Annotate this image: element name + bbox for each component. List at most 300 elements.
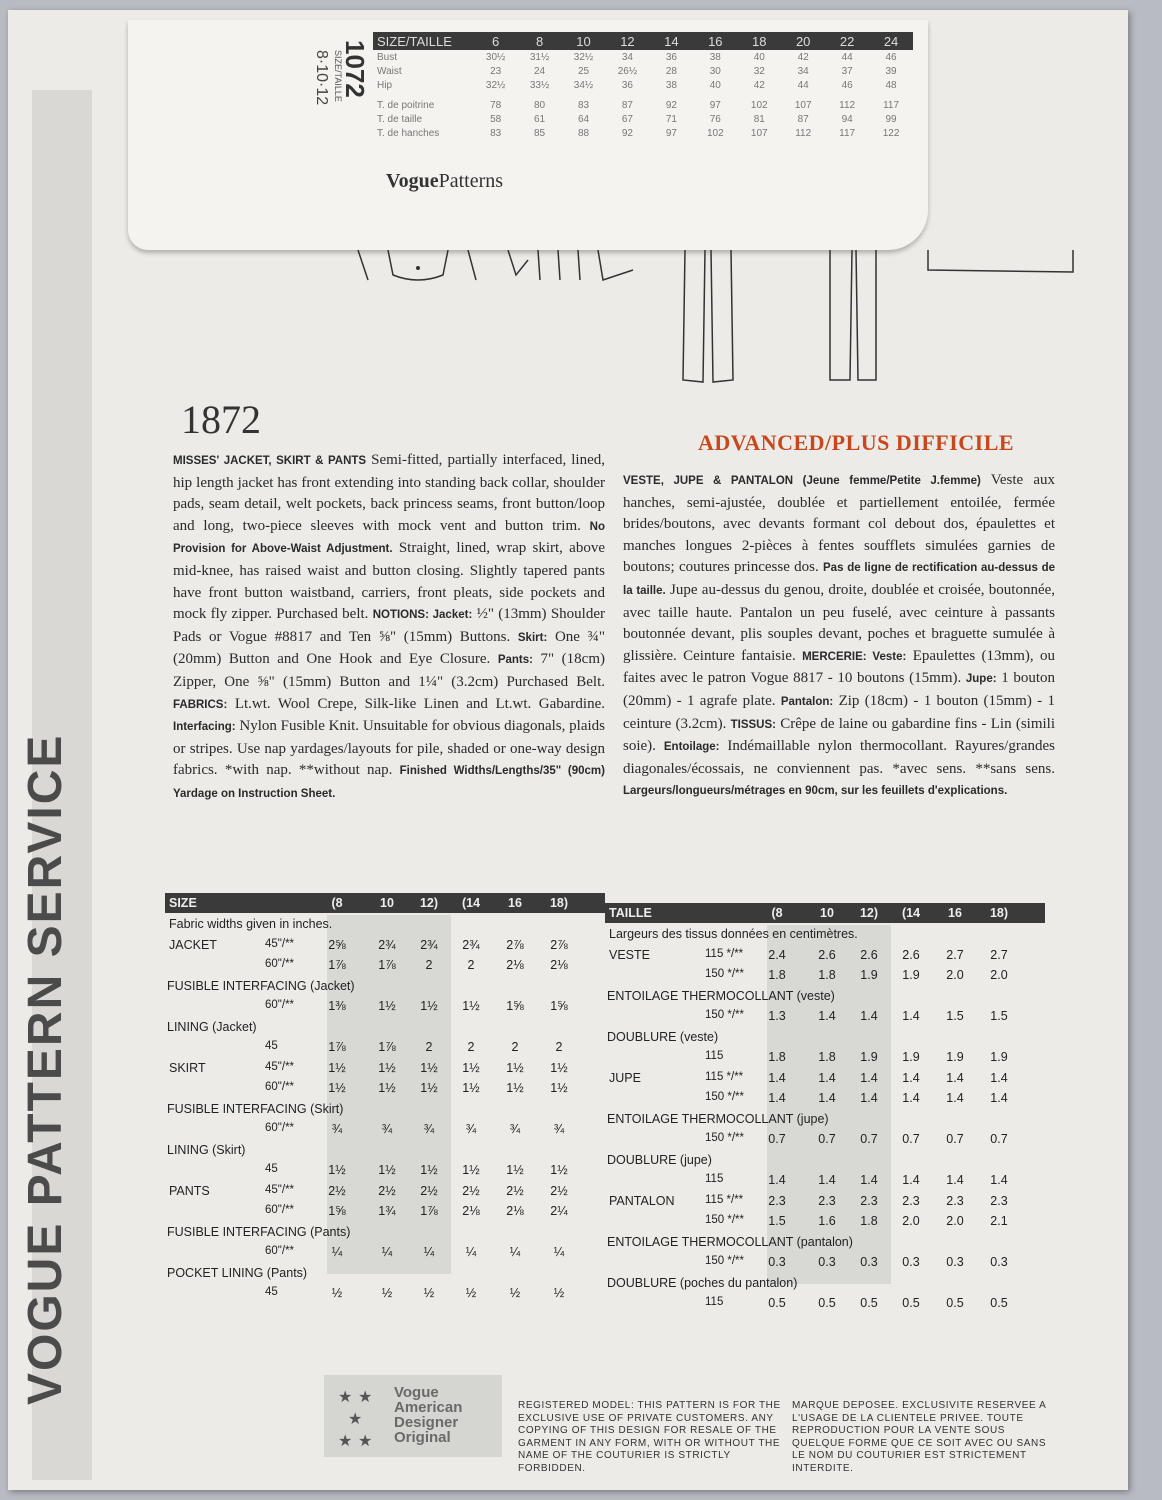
table-cell: ¼	[331, 1245, 343, 1259]
table-cell: 2.0	[946, 968, 964, 982]
flap-size-cell: 58	[490, 113, 502, 125]
table-cell: 1¾	[378, 1204, 396, 1218]
flap-size-cell: 76	[709, 113, 721, 125]
table-cell: 2½	[462, 1183, 480, 1198]
flap-size-cell: 117	[839, 127, 856, 139]
table-cell: 0.5	[990, 1296, 1008, 1310]
garment-sketch-pants-front	[673, 250, 743, 390]
table-cell: 1½	[378, 1060, 396, 1075]
flap-size-cell: 78	[490, 99, 502, 111]
table-cell: 1½	[328, 1163, 346, 1177]
flap-size-cell: 71	[665, 113, 677, 125]
legal-english: REGISTERED MODEL: THIS PATTERN IS FOR THE EXCLUSIVE USE OF PRIVATE CUSTOMERS. ANY COPYING OF THIS DESIGN FOR RESALE OF THE GARMENT IN ANY FORM, WITH OR WITHOUT THE NAME OF THE COUTURIER IS STRICTLY FORBIDDEN.	[518, 1400, 781, 1474]
flap-size-chart	[373, 32, 913, 152]
table-cell: 2.1	[990, 1214, 1008, 1228]
table-cell: 1.9	[990, 1050, 1008, 1064]
table-width-label: 115	[705, 1296, 724, 1308]
table-width-label: 150 */**	[705, 1255, 745, 1267]
table-cell: 2.7	[946, 947, 964, 962]
table-cell: 1½	[550, 1081, 568, 1095]
table-note: Largeurs des tissus données en centimètres.	[609, 927, 858, 941]
table-cell: 1.8	[818, 968, 836, 982]
badge-text-line: American	[394, 1399, 463, 1416]
table-cell: ¼	[423, 1245, 435, 1259]
table-cell: 1.4	[860, 1009, 878, 1023]
table-cell: 1.8	[768, 968, 786, 982]
flap-size-cell: 25	[577, 65, 590, 77]
table-size-header: 10	[820, 906, 834, 920]
flap-size-cell: Hip	[377, 79, 393, 91]
flap-size-cell: Waist	[377, 65, 402, 77]
flap-size-cell: 39	[885, 65, 897, 77]
entoilage-text: Indémaillable nylon thermocollant. Rayures/grandes diagonales/écossais, ne conviennent pas. *avec sens. **sans sens.	[623, 738, 1055, 777]
table-cell: 2⅛	[462, 1204, 480, 1218]
logo-word: Vogue	[386, 170, 439, 192]
star-icon: ★	[348, 1411, 363, 1428]
table-size-header: 16	[508, 896, 522, 910]
table-cell: 1½	[420, 1060, 438, 1075]
table-section-label: ENTOILAGE THERMOCOLLANT (pantalon)	[607, 1234, 853, 1249]
tissus-label: TISSUS:	[730, 718, 776, 731]
notions-skirt-label: Skirt:	[517, 631, 548, 644]
table-cell: 1½	[420, 1163, 438, 1177]
flap-size-header-cell: 16	[708, 33, 723, 49]
table-cell: 0.7	[990, 1132, 1008, 1146]
table-item-label: PANTS	[169, 1183, 210, 1198]
table-cell: 1½	[506, 1081, 524, 1095]
flap-size-cell: 40	[709, 79, 721, 91]
table-cell: 2.6	[818, 947, 836, 962]
flap-size-cell: 46	[885, 51, 897, 63]
table-cell: ¼	[509, 1245, 521, 1259]
table-width-label: 45	[265, 1040, 278, 1052]
table-cell: 1½	[506, 1163, 524, 1177]
flap-size-cell: 30	[709, 65, 721, 77]
table-cell: 2.0	[990, 968, 1008, 982]
flap-size-header-cell: 24	[883, 33, 899, 49]
flap-size-header-cell: 8	[535, 33, 544, 49]
garment-sketch-pants-back	[818, 250, 888, 390]
table-size-header: (14	[461, 896, 481, 910]
flap-size-header-cell: 22	[839, 33, 855, 49]
table-cell: 1⅞	[328, 1040, 346, 1054]
table-cell: 1½	[378, 999, 396, 1013]
table-width-label: 45	[265, 1163, 278, 1175]
flap-size-cell: 97	[665, 127, 677, 139]
flap-size-cell: 46	[841, 79, 853, 91]
english-p2: Straight, lined, wrap skirt, above mid-knee, has raised waist and button closing. Slightly tapered pants have front button waistband, carriers, front pleats, side pockets and mock fly zipper. Purchased belt.	[173, 540, 605, 623]
flap-size-label: SIZE/TAILLE	[333, 50, 343, 102]
table-cell: 1.4	[860, 1173, 878, 1187]
designer-original-badge	[324, 1375, 502, 1457]
flap-size-cell: 42	[753, 79, 765, 91]
table-cell: 2.3	[818, 1193, 836, 1208]
flap-size-cell: 92	[621, 127, 633, 139]
table-section-label: DOUBLURE (veste)	[607, 1029, 719, 1044]
table-cell: 1.4	[768, 1091, 786, 1105]
table-section-label: ENTOILAGE THERMOCOLLANT (veste)	[607, 988, 835, 1003]
table-cell: 1½	[462, 1081, 480, 1095]
table-section-label: FUSIBLE INTERFACING (Jacket)	[167, 978, 355, 993]
table-width-label: 45"/**	[265, 1060, 295, 1073]
table-cell: ¼	[553, 1245, 565, 1259]
mercerie-jupe: 1 bouton (20mm) - 1 agrafe plate.	[623, 670, 1055, 709]
table-width-label: 60"/**	[265, 1204, 295, 1216]
table-cell: 2.3	[990, 1193, 1008, 1208]
flap-size-cell: 80	[534, 99, 546, 111]
table-cell: 1.4	[902, 1009, 920, 1023]
interfacing-text: Nylon Fusible Knit. Unsuitable for obvious diagonals, plaids or stripes. Use nap yardages/layouts for pile, shaded or one-way design fabrics. *with nap. **without nap.	[173, 718, 605, 779]
flap-size-cell: 87	[797, 113, 809, 125]
table-cell: 2	[555, 1040, 563, 1054]
english-p1: Semi-fitted, partially interfaced, lined, hip length jacket has front extending into standing back collar, shoulder pads, seam detail, welt pockets, back princess seams, front button/loop and long, two-piece sleeves with mock vent and button trim.	[173, 452, 605, 534]
envelope-flap	[128, 20, 928, 250]
flap-size-row	[373, 50, 913, 64]
table-cell: ¾	[553, 1122, 565, 1136]
entoilage-label: Entoilage:	[663, 741, 720, 754]
table-cell: 2.0	[902, 1214, 920, 1228]
table-cell: 0.5	[902, 1296, 920, 1310]
french-adjustment: Pas de ligne de rectification au-dessus de la taille.	[623, 562, 1055, 597]
mercerie-label: MERCERIE: Veste:	[802, 650, 907, 663]
table-cell: ½	[381, 1286, 393, 1300]
flap-size-cell: 32½	[485, 79, 506, 91]
flap-size-row	[373, 126, 913, 140]
table-cell: 2	[425, 1040, 433, 1054]
flap-size-cell: 87	[621, 99, 633, 111]
table-cell: 1⅝	[506, 999, 524, 1013]
yardage-table-french	[605, 903, 1045, 1343]
table-cell: 1⅞	[328, 958, 346, 972]
table-cell: 2½	[378, 1183, 396, 1198]
table-cell: 1.4	[902, 1091, 920, 1105]
flap-size-cell: Bust	[377, 51, 398, 63]
flap-size-cell: 112	[795, 127, 812, 139]
flap-size-range: 8·10·12	[313, 50, 330, 106]
notions-jacket: ½" (13mm) Shoulder Pads or Vogue #8817 and Ten ⅝" (15mm) Buttons.	[173, 606, 605, 645]
table-cell: 0.5	[818, 1296, 836, 1310]
table-cell: 2	[511, 1040, 519, 1054]
table-size-header: (8	[771, 906, 783, 920]
yardage-table-english	[165, 893, 605, 1333]
table-cell: 1½	[378, 1163, 396, 1177]
table-item-label: SKIRT	[169, 1060, 206, 1075]
table-cell: 2⅝	[328, 937, 346, 952]
flap-size-cell: 88	[577, 127, 590, 139]
table-cell: 1⅜	[328, 999, 346, 1013]
badge-text-line: Vogue	[394, 1384, 439, 1401]
badge-text-line: Designer	[394, 1414, 459, 1431]
table-cell: 1.4	[768, 1173, 786, 1187]
flap-size-cell: 83	[490, 127, 502, 139]
flap-size-cell: 40	[753, 51, 765, 63]
table-cell: 2¾	[462, 937, 480, 952]
table-note: Fabric widths given in inches.	[169, 917, 333, 931]
table-cell: 1.8	[818, 1050, 836, 1064]
flap-size-header-cell: 20	[795, 33, 811, 49]
table-cell: 2¾	[378, 937, 396, 952]
garment-sketch-skirt	[498, 250, 648, 290]
table-cell: 1.4	[818, 1173, 836, 1187]
table-width-label: 150 */**	[705, 1091, 745, 1103]
french-p1: Veste aux hanches, semi-ajustée, doublée et partiellement entoilée, fermée brides/boutons, avec devants formant col debout dos, épaulettes et manches longues 2-pièces à fentes soufflets simulées garnies de boutons; coutures princesse dos.	[623, 472, 1055, 576]
table-cell: ¾	[423, 1122, 435, 1136]
table-cell: 1.4	[818, 1070, 836, 1085]
flap-size-cell: 81	[753, 113, 765, 125]
flap-size-cell: 38	[709, 51, 721, 63]
table-cell: 1½	[420, 1081, 438, 1095]
table-section-label: FUSIBLE INTERFACING (Pants)	[167, 1224, 351, 1239]
star-icon: ★	[358, 1389, 373, 1406]
table-section-label: LINING (Skirt)	[167, 1142, 246, 1157]
flap-size-cell: 23	[490, 65, 502, 77]
table-cell: 1½	[506, 1060, 524, 1075]
fabrics-text: Lt.wt. Wool Crepe, Silk-like Linen and Lt.wt. Gabardine.	[227, 695, 605, 712]
table-cell: 1.4	[946, 1091, 964, 1105]
flap-size-row	[373, 98, 913, 112]
table-width-label: 45"/**	[265, 937, 295, 950]
table-cell: ¾	[465, 1122, 477, 1136]
flap-size-cell: 24	[534, 65, 546, 77]
table-cell: 2	[467, 1040, 475, 1054]
english-adjustment: No Provision for Above-Waist Adjustment.	[173, 520, 605, 556]
spine-text: VOGUE PATTERN SERVICE	[19, 733, 72, 1405]
table-cell: 0.7	[860, 1132, 878, 1146]
mercerie-pantalon: Zip (18cm) - 1 bouton (15mm) - 1 ceinture (3.2cm).	[623, 692, 1055, 732]
table-cell: 0.7	[818, 1132, 836, 1146]
flap-size-cell: 42	[797, 51, 809, 63]
flap-size-cell: T. de hanches	[377, 127, 440, 139]
fabrics-label: FABRICS:	[173, 698, 228, 711]
interfacing-label: Interfacing:	[173, 721, 236, 734]
logo-rest: Patterns	[438, 170, 504, 192]
difficulty-label: ADVANCED/PLUS DIFFICILE	[698, 430, 1015, 455]
badge-text-line: Original	[394, 1429, 451, 1446]
table-cell: 1.5	[990, 1009, 1008, 1023]
table-size-header: 16	[948, 906, 962, 920]
table-width-label: 45	[265, 1286, 278, 1298]
flap-size-cell: 44	[797, 79, 809, 91]
flap-size-cell: 67	[621, 113, 633, 125]
star-icon: ★	[358, 1433, 373, 1450]
table-cell: 2.6	[902, 947, 920, 962]
table-cell: 2¾	[420, 937, 438, 952]
flap-size-cell: T. de poitrine	[377, 99, 435, 111]
flap-size-header-cell: 6	[492, 33, 500, 49]
table-item-label: PANTALON	[609, 1193, 675, 1208]
table-cell: 0.3	[860, 1255, 878, 1269]
table-width-label: 115 */**	[705, 1193, 744, 1206]
english-description	[173, 450, 605, 806]
star-icon: ★	[338, 1433, 353, 1450]
table-cell: 1⅞	[378, 958, 396, 972]
table-width-label: 60"/**	[265, 1122, 295, 1134]
table-cell: 2	[425, 958, 433, 972]
table-cell: 1.3	[768, 1009, 786, 1023]
table-cell: 1½	[378, 1081, 396, 1095]
table-cell: 1.9	[902, 1050, 920, 1064]
table-cell: ¾	[381, 1122, 393, 1136]
flap-size-cell: 107	[750, 127, 768, 139]
flap-size-cell: 32½	[573, 51, 594, 63]
flap-size-cell: 31½	[529, 51, 550, 63]
table-cell: 2⅛	[506, 1204, 524, 1218]
flap-size-cell: 83	[577, 99, 590, 111]
flap-size-row	[373, 64, 913, 78]
table-section-label: FUSIBLE INTERFACING (Skirt)	[167, 1101, 344, 1116]
table-cell: 0.7	[768, 1132, 786, 1146]
table-cell: ¾	[509, 1122, 521, 1136]
table-cell: 1⅝	[550, 999, 568, 1013]
table-cell: 0.5	[946, 1296, 964, 1310]
table-cell: 1.9	[860, 968, 878, 982]
table-cell: ¾	[331, 1122, 343, 1136]
table-cell: 1.4	[902, 1173, 920, 1187]
table-cell: 2½	[550, 1183, 568, 1198]
flap-size-cell: 34½	[573, 79, 594, 91]
garment-sketch-skirt-back	[923, 250, 1083, 280]
flap-size-cell: 94	[841, 113, 853, 125]
table-cell: 2.3	[860, 1193, 878, 1208]
tissus-text: Crêpe de laine ou gabardine fins - Lin (simili soie).	[623, 715, 1055, 755]
flap-size-cell: 102	[750, 99, 768, 111]
flap-size-cell: 44	[841, 51, 853, 63]
table-cell: 2⅛	[550, 958, 568, 972]
table-cell: 1.4	[860, 1091, 878, 1105]
flap-size-cell: 30½	[485, 51, 506, 63]
table-width-label: 150 */**	[705, 1214, 745, 1226]
flap-pattern-number: 1072	[340, 40, 370, 98]
table-cell: 1.4	[818, 1009, 836, 1023]
flap-size-cell: 38	[665, 79, 677, 91]
table-cell: 2.4	[768, 947, 786, 962]
table-cell: 1.4	[990, 1091, 1008, 1105]
table-cell: 2½	[506, 1183, 524, 1198]
table-cell: 0.5	[860, 1296, 878, 1310]
flap-size-cell: 34	[621, 51, 633, 63]
flap-size-header-cell: 14	[664, 33, 679, 49]
table-cell: 0.3	[768, 1255, 786, 1269]
table-width-label: 115	[705, 1173, 724, 1185]
table-size-header: (8	[331, 896, 343, 910]
notions-pants: 7" (18cm) Zipper, One ⅝" (15mm) Button and 1¼" (3.2cm) Purchased Belt.	[173, 651, 605, 690]
table-cell: ¼	[465, 1245, 477, 1259]
flap-size-header	[373, 32, 913, 50]
table-section-label: LINING (Jacket)	[167, 1019, 257, 1034]
flap-size-cell: 48	[885, 79, 897, 91]
flap-size-cell: 92	[665, 99, 677, 111]
table-cell: 0.3	[818, 1255, 836, 1269]
table-cell: 1.4	[860, 1070, 878, 1085]
table-cell: ½	[423, 1286, 435, 1300]
flap-size-cell: 117	[883, 99, 900, 111]
table-cell: 1½	[420, 999, 438, 1013]
table-section-label: DOUBLURE (poches du pantalon)	[607, 1275, 798, 1290]
table-size-header: 10	[380, 896, 394, 910]
table-width-label: 150 */**	[705, 1009, 745, 1021]
table-size-header: (14	[901, 906, 921, 920]
table-cell: 1.9	[946, 1050, 964, 1064]
flap-size-cell: 26½	[617, 65, 638, 77]
flap-size-cell: 33½	[529, 79, 550, 91]
mercerie-pantalon-label: Pantalon:	[780, 695, 834, 708]
largeurs-note: Largeurs/longueurs/métrages en 90cm, sur les feuillets d'explications.	[623, 785, 1008, 798]
table-cell: 0.3	[990, 1255, 1008, 1269]
flap-size-cell: 112	[839, 99, 856, 111]
flap-size-header-cell: 12	[620, 33, 635, 49]
table-cell: ¼	[381, 1245, 393, 1259]
table-size-header: 18)	[989, 906, 1009, 920]
table-cell: 1⅝	[328, 1204, 346, 1218]
pattern-envelope-back	[8, 10, 1128, 1490]
table-width-label: 60"/**	[265, 1245, 295, 1257]
table-item-label: JACKET	[169, 937, 217, 952]
table-cell: 1.4	[902, 1070, 920, 1085]
flap-size-row	[373, 78, 913, 92]
vogue-patterns-logo	[386, 170, 503, 193]
table-cell: 1½	[462, 999, 480, 1013]
flap-size-cell: 97	[709, 99, 721, 111]
table-header-label: SIZE	[169, 896, 197, 910]
table-width-label: 60"/**	[265, 958, 295, 970]
flap-size-cell: 61	[534, 113, 546, 125]
table-cell: 1.9	[860, 1050, 878, 1064]
table-section-label: POCKET LINING (Pants)	[167, 1265, 308, 1280]
table-size-header: 12)	[859, 906, 879, 920]
flap-size-cell: 36	[665, 51, 677, 63]
table-cell: 2.7	[990, 947, 1008, 962]
table-cell: 1⅞	[378, 1040, 396, 1054]
table-item-label: JUPE	[609, 1070, 641, 1085]
table-cell: 1.4	[946, 1070, 964, 1085]
table-cell: 1.5	[946, 1009, 964, 1023]
mercerie-jupe-label: Jupe:	[965, 673, 997, 686]
table-width-label: 115	[705, 1050, 724, 1062]
notions-label: NOTIONS: Jacket:	[372, 609, 473, 622]
table-cell: 1⅞	[420, 1204, 438, 1218]
table-cell: 2.3	[902, 1193, 920, 1208]
english-title: MISSES' JACKET, SKIRT & PANTS	[173, 455, 367, 467]
table-cell: 2½	[328, 1183, 346, 1198]
flap-size-cell: 85	[534, 127, 546, 139]
french-p2: Jupe au-dessus du genou, droite, doublée et croisée, boutonnée, avec taille haute. Pantalon un peu fuselé, avec ceinture à passants boutonnée devant, plis souples devant, poches et braguette sumulée à glissière. Ceinture fantaisie.	[623, 581, 1056, 664]
flap-size-cell: 37	[841, 65, 853, 77]
star-icon: ★	[338, 1389, 353, 1406]
table-cell: 0.7	[902, 1132, 920, 1146]
table-cell: 1.4	[990, 1173, 1008, 1187]
table-width-label: 150 */**	[705, 968, 745, 980]
pattern-number: 1872	[181, 397, 261, 442]
flap-size-row	[373, 112, 913, 126]
flap-size-cell: 122	[882, 127, 900, 139]
table-cell: 0.3	[946, 1255, 964, 1269]
notions-pants-label: Pants:	[497, 654, 533, 667]
table-header-label: TAILLE	[609, 906, 652, 920]
table-cell: 2⅛	[506, 958, 524, 972]
flap-size-cell: 64	[577, 113, 590, 125]
table-cell: 1.5	[768, 1214, 786, 1228]
flap-size-cell: 28	[665, 65, 677, 77]
flap-size-header-cell: SIZE/TAILLE	[377, 33, 452, 49]
table-section-label: ENTOILAGE THERMOCOLLANT (jupe)	[607, 1111, 829, 1126]
table-cell: 2.3	[946, 1193, 964, 1208]
table-cell: 1½	[462, 1163, 480, 1177]
table-width-label: 60"/**	[265, 999, 295, 1011]
table-size-header: 18)	[549, 896, 569, 910]
flap-size-cell: T. de taille	[377, 113, 423, 125]
flap-size-cell: 34	[797, 65, 809, 77]
french-title: VESTE, JUPE & PANTALON (Jeune femme/Petite J.femme)	[623, 475, 981, 487]
